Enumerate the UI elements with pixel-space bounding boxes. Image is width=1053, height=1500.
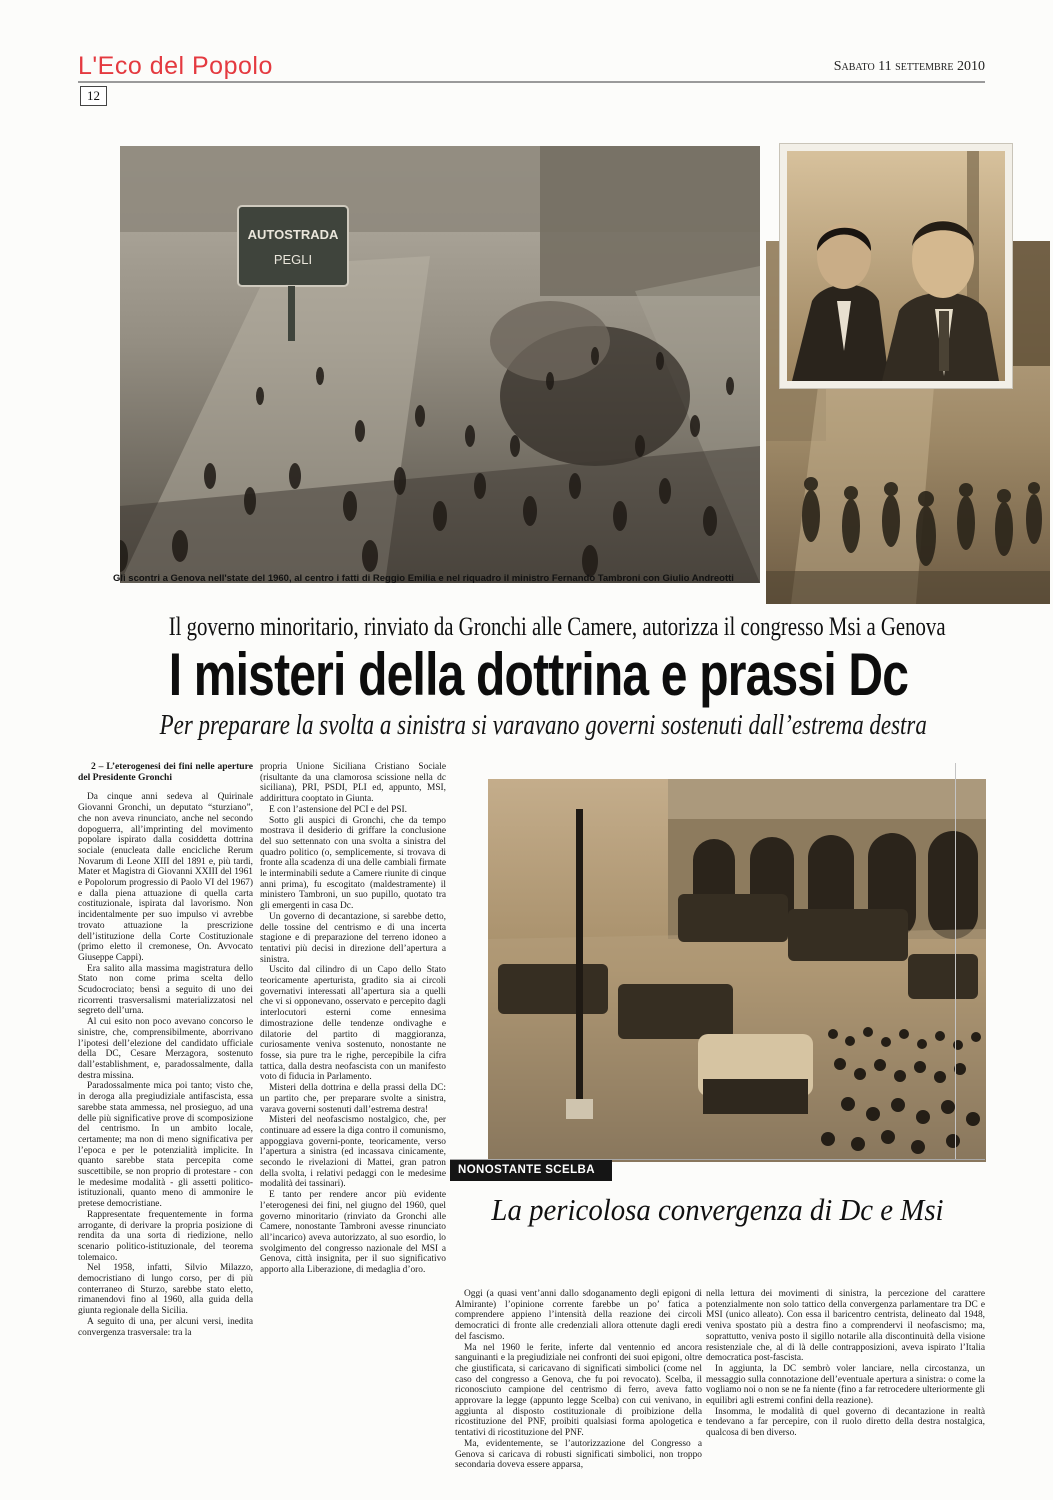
photo-tambroni-andreotti-art bbox=[787, 151, 1005, 381]
article-column-2-text bbox=[260, 762, 446, 1276]
article-column-1-text bbox=[78, 792, 253, 1338]
paragraph: Insomma, le modalità di quel governo di decantazione in realtà tendevano a far percepire, con il ruolo diretto della destra nostalgica, qualcosa di ben diverso. bbox=[706, 1406, 985, 1439]
road-sign-text-2: PEGLI bbox=[273, 252, 313, 267]
paragraph: Ma, evidentemente, se l’autorizzazione del Congresso a Genova si caricava di robusti significati simbolici, non troppo secondaria doveva essere apparsa, bbox=[455, 1438, 702, 1471]
paragraph: Rappresentate frequentemente in forma arrogante, di derivare la propria posizione di rendita da una sorta di riedizione, nello scenario politico-istituzionale, del teorema tolemaico. bbox=[78, 1209, 253, 1263]
photo-genova-clashes-art bbox=[120, 146, 760, 583]
feature-column-1 bbox=[455, 1289, 702, 1485]
headline-block bbox=[78, 608, 985, 742]
paragraph: propria Unione Siciliana Cristiano Sociale (risultante da una clamorosa scissione nella dc siciliana), PRI, PSDI, PLI ed, appunto, MSI, addirittura cooptato in Giunta. bbox=[260, 762, 446, 805]
feature-title-wrap bbox=[450, 1192, 985, 1228]
paragraph: Misteri della dottrina e della prassi della DC: un partito che, per preparare svolte a sinistra, varava governi sostenuti dall’estrema destra! bbox=[260, 1083, 446, 1115]
paragraph: Al cui esito non poco avevano concorso le sinistre, che, comprensibilmente, aborrivano l’ipotesi dell’elezione del candidato ufficiale della DC, Cesare Merzagora, sostenuto dall’establishment, e, paradossalmente, dalla destra missina. bbox=[78, 1017, 253, 1081]
photo-genova-clashes bbox=[120, 146, 760, 583]
paragraph: Un governo di decantazione, si sarebbe detto, delle tossine del centrismo e di una incerta stagione e di preparazione del terreno idoneo a tentativi più decisi in direzione dell’apertura a sinistra. bbox=[260, 911, 446, 965]
article-column-2 bbox=[260, 762, 446, 1476]
paragraph: Era salito alla massima magistratura dello Stato non come prima scelta dello Scudocrociato; bensì a seguito di uno dei ricorrenti trasversalismi materializzatosi nel segreto dell’urna. bbox=[78, 963, 253, 1017]
paragraph: Uscito dal cilindro di un Capo dello Stato teoricamente aperturista, gradito sia ai circoli governativi interessati all’apertura sia a quelli che vi si opponevano, osservato e percepito dagli interlocutori esterni come ennesima dimostrazione delle tendenze ondivaghe e dilatorie del partito di maggioranza, curiosamente veniva sostenuto, nonostante ne fosse, sia pure tra le righe, percepibile la cifra tattica, dalla destra neofascista con un manifesto voto di fiducia in Parlamento. bbox=[260, 965, 446, 1083]
column-divider bbox=[955, 763, 956, 1160]
feature-title: La pericolosa convergenza di Dc e Msi bbox=[491, 1192, 944, 1227]
header-rule bbox=[78, 81, 985, 83]
paragraph: Misteri del neofascismo nostalgico, che, per continuare ad essere la diga contro il comunismo, appoggiava governi-ponte, teoricamente, verso l’apertura a sinistra (ed incassava cinicamente, secondo le rivelazioni di Mattei, gran patron della svolta, i relativi pedaggi con le medesime modalità dei tassinari). bbox=[260, 1115, 446, 1190]
edition-date: Sabato 11 settembre 2010 bbox=[833, 59, 985, 74]
feature-badge: NONOSTANTE SCELBA bbox=[450, 1160, 612, 1181]
photo-trucks-square bbox=[488, 779, 986, 1162]
headline-subtitle: Per preparare la svolta a sinistra si varavano governi sostenuti dall’estrema destra bbox=[159, 710, 927, 741]
headline-title: I misteri della dottrina e prassi Dc bbox=[168, 641, 909, 708]
paragraph: Da cinque anni sedeva al Quirinale Giovanni Gronchi, un deputato “sturziano”, che non aveva rinunciato, anche nel secondo dopoguerra, all’imprinting del movimento popolare ispirato dalla cosiddetta dottrina sociale (enucleata dalle encicliche Rerum Novarum di Leone XIII del 1891 e, più tardi, Mater et Magistra di Giovanni XXIII del 1961 e Popolorum progressio di Paolo VI del 1967) e dalla piena attuazione di quella carta costituzionale, ispirata dal lavorismo. Non incidentalmente per suo impulso vi avrebbe trovato attuazione la prescrizione dell’istituzione della Corte Costituzionale (primo eletto il cremonese, On. Avvocato Giuseppe Cappi). bbox=[78, 792, 253, 963]
photo-trucks-square-art bbox=[488, 779, 986, 1162]
paragraph: nella lettura dei movimenti di sinistra, la percezione del carattere potenzialmente non solo tattico della convergenza parlamentare tra DC e MSI (unico alleato). Con essa il baricentro centrista, delineato dal 1948, veniva spostato più a destra fino a comprendervi il neofascismo; ma, soprattutto, veniva posto il sigillo notarile alla discontinuità della visione resistenziale che, al di là delle contrapposizioni, aveva ispirato l’Italia democratica post-fascista. bbox=[706, 1289, 985, 1364]
paragraph: Sotto gli auspici di Gronchi, che da tempo mostrava il desiderio di griffare la conclusione del suo settennato con una svolta a sinistra del quadro politico (o, semplicemente, si trovava di fronte alla scadenza di una delle cambiali firmate le interminabili sedute a Camere riunite di cinque anni prima), fu escogitato (maldestramente) il ministero Tambroni, un suo pupillo, quotato tra gli emergenti in casa Dc. bbox=[260, 815, 446, 912]
paragraph: Nel 1958, infatti, Silvio Milazzo, democristiano di lungo corso, per di più conterraneo di Sturzo, sarebbe stato eletto, rimanendovi fino al 1960, alla guida della giunta regionale della Sicilia. bbox=[78, 1263, 253, 1317]
paragraph: In aggiunta, la DC sembrò voler lanciare, nella circostanza, un messaggio sulla connotazione dell’eventuale apertura a sinistra: o come la vogliamo noi o non se ne fa niente (fino a far retrocedere ulteriormente gli equilibri agli estremi confini della reazione). bbox=[706, 1363, 985, 1407]
lamp-post bbox=[576, 809, 583, 1119]
headline-kicker: Il governo minoritario, rinviato da Gronchi alle Camere, autorizza il congresso Msi a Genova bbox=[168, 612, 946, 641]
road-sign-text-1: AUTOSTRADA bbox=[247, 227, 339, 242]
page-number: 12 bbox=[80, 86, 107, 106]
article-column-1 bbox=[78, 762, 253, 1476]
section-heading: 2 – L’eterogenesi dei fini nelle aperture del Presidente Gronchi bbox=[78, 762, 253, 783]
paragraph: Paradossalmente mica poi tanto; visto che, in deroga alla pregiudiziale antifascista, essa sarebbe stata ammessa, nel prosieguo, ad una delle più significative prove di scomposizione del centrismo. In un ambito locale, certamente; ma non di meno significativa per l’epoca e per le potenzialità implicite. In quanto sarebbe stata percepita come suscettibile, se non proprio di protestare - con le medesime modalità - gli assetti politico-istituzionali, quanto meno di ammonire le pretese democristiane. bbox=[78, 1081, 253, 1210]
masthead: L'Eco del Popolo bbox=[78, 52, 273, 80]
paragraph: Oggi (a quasi vent’anni dallo sdoganamento degli epigoni di Almirante) l’opinione corrente farebbe un po’ fatica a comprendere appieno l’intensità della reazione dei circoli democratici di fronte alle credenziali allora ottenute dagli eredi del fascismo. bbox=[455, 1289, 702, 1342]
paragraph: Ma nel 1960 le ferite, inferte dal ventennio ed ancora sanguinanti e la pregiudiziale nei confronti dei suoi epigoni, oltre che giustificata, si caricavano di significati simbolici (come nel caso del congresso a Genova, che fu poi revocato). Scelba, il riconosciuto campione del centrismo di ferro, aveva fatto approvare la legge (appunto legge Scelba) con cui venivano, in aggiunta al disposto costituzionale di proibizione della ricostituzione del PNF, proibiti qualsiasi forma apologetica e tentativi di ricostituzione del PNF. bbox=[455, 1342, 702, 1439]
paragraph: A seguito di una, per alcuni versi, inedita convergenza trasversale: tra la bbox=[78, 1316, 253, 1338]
photo-tambroni-andreotti-inset bbox=[780, 144, 1012, 388]
feature-column-2 bbox=[706, 1289, 985, 1485]
photo-caption: Gli scontri a Genova nell'state del 1960, al centro i fatti di Reggio Emilia e nel riquadro il ministro Fernando Tambroni con Giulio Andreotti bbox=[113, 573, 734, 584]
paragraph: E tanto per rendere ancor più evidente l’eterogenesi dei fini, nel giugno del 1960, quel governo minoritario (rinviato da Gronchi alle Camere, nonostante Tambroni avesse rinunciato all’incarico) aveva autorizzato, al suo esordio, lo svolgimento del congresso nazionale del MSI a Genova, città insignita, per il suo significativo apporto alla Liberazione, di medaglia d’oro. bbox=[260, 1190, 446, 1276]
paragraph: E con l’astensione del PCI e del PSI. bbox=[269, 804, 407, 815]
